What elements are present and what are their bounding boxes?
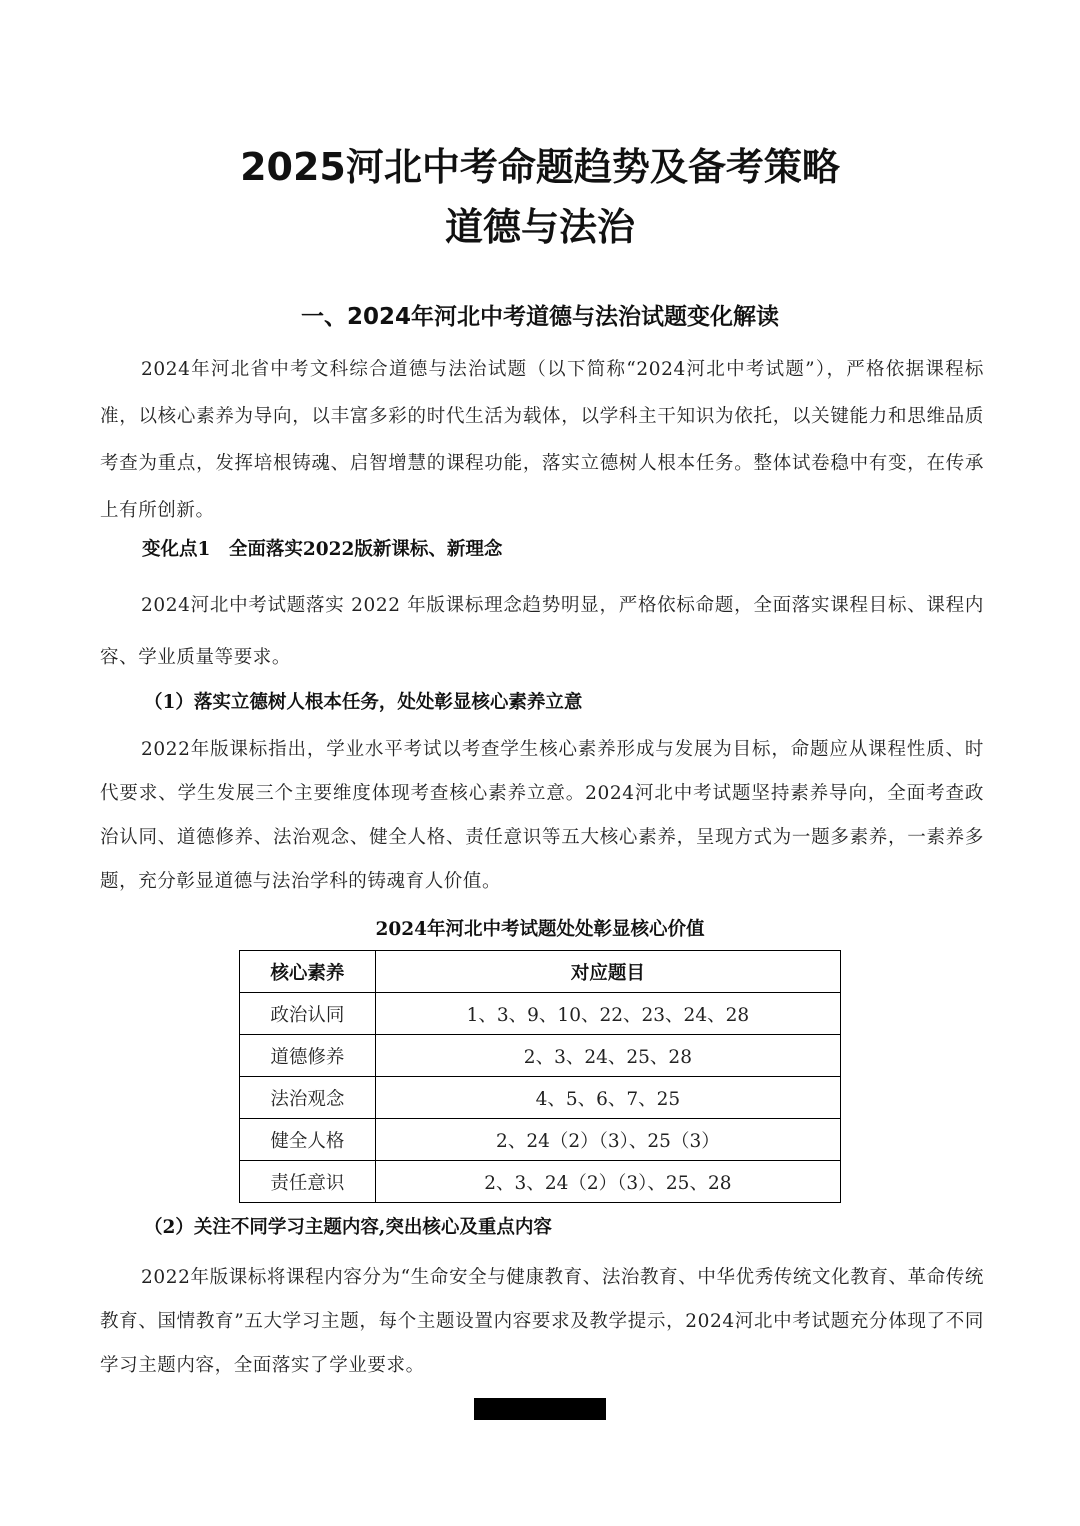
document-title: 2025河北中考命题趋势及备考策略 [240, 145, 840, 189]
table-cell-questions: 2、3、24、25、28 [375, 1035, 840, 1077]
table-cell-literacy: 法治观念 [240, 1077, 376, 1119]
table-row [240, 1035, 841, 1077]
literacy-table [239, 950, 841, 1203]
table-cell-questions: 4、5、6、7、25 [375, 1077, 840, 1119]
table-cell-questions: 1、3、9、10、22、23、24、28 [375, 993, 840, 1035]
table-cell-questions: 2、24（2）（3）、25（3） [375, 1119, 840, 1161]
table-row [240, 1077, 841, 1119]
change-point-paragraph: 2024河北中考试题落实 2022 年版课标理念趋势明显，严格依标命题，全面落实课程目标、课程内容、学业质量等要求。 [100, 595, 984, 668]
subsection-paragraph-1: 2022年版课标指出，学业水平考试以考查学生核心素养形成与发展为目标，命题应从课程性质、时代要求、学生发展三个主要维度体现考查核心素养立意。2024河北中考试题坚持素养导向，全面考查政治认同、道德修养、法治观念、健全人格、责任意识等五大核心素养，呈现方式为一题多素养，一素养多题，充分彰显道德与法治学科的铸魂育人价值。 [100, 739, 984, 892]
table-cell-literacy: 责任意识 [240, 1161, 376, 1203]
table-header-cell: 核心素养 [240, 951, 376, 993]
section-heading: 一、2024年河北中考道德与法治试题变化解读 [300, 304, 779, 330]
table-cell-literacy: 道德修养 [240, 1035, 376, 1077]
table-caption: 2024年河北中考试题处处彰显核心价值 [375, 919, 705, 940]
table-cell-literacy: 政治认同 [240, 993, 376, 1035]
table-row [240, 993, 841, 1035]
redaction-bar [474, 1398, 606, 1420]
table-cell-literacy: 健全人格 [240, 1119, 376, 1161]
table-cell-questions: 2、3、24（2）（3）、25、28 [375, 1161, 840, 1203]
change-point-heading: 变化点1 全面落实2022版新课标、新理念 [142, 539, 503, 560]
subsection-heading-2: （2）关注不同学习主题内容,突出核心及重点内容 [144, 1217, 552, 1238]
table-header-row [240, 951, 841, 993]
document-subtitle: 道德与法治 [444, 205, 635, 249]
table-header-cell: 对应题目 [375, 951, 840, 993]
table-row [240, 1161, 841, 1203]
subsection-heading-1: （1）落实立德树人根本任务，处处彰显核心素养立意 [144, 692, 583, 713]
intro-paragraph: 2024年河北省中考文科综合道德与法治试题（以下简称“2024河北中考试题”），严格依据课程标准，以核心素养为导向，以丰富多彩的时代生活为载体，以学科主干知识为依托，以关键能力和思维品质考查为重点，发挥培根铸魂、启智增慧的课程功能，落实立德树人根本任务。整体试卷稳中有变，在传承上有所创新。 [100, 359, 984, 521]
table-row [240, 1119, 841, 1161]
subsection-paragraph-2: 2022年版课标将课程内容分为“生命安全与健康教育、法治教育、中华优秀传统文化教育、革命传统教育、国情教育”五大学习主题，每个主题设置内容要求及教学提示，2024河北中考试题充分体现了不同学习主题内容，全面落实了学业要求。 [100, 1267, 984, 1376]
